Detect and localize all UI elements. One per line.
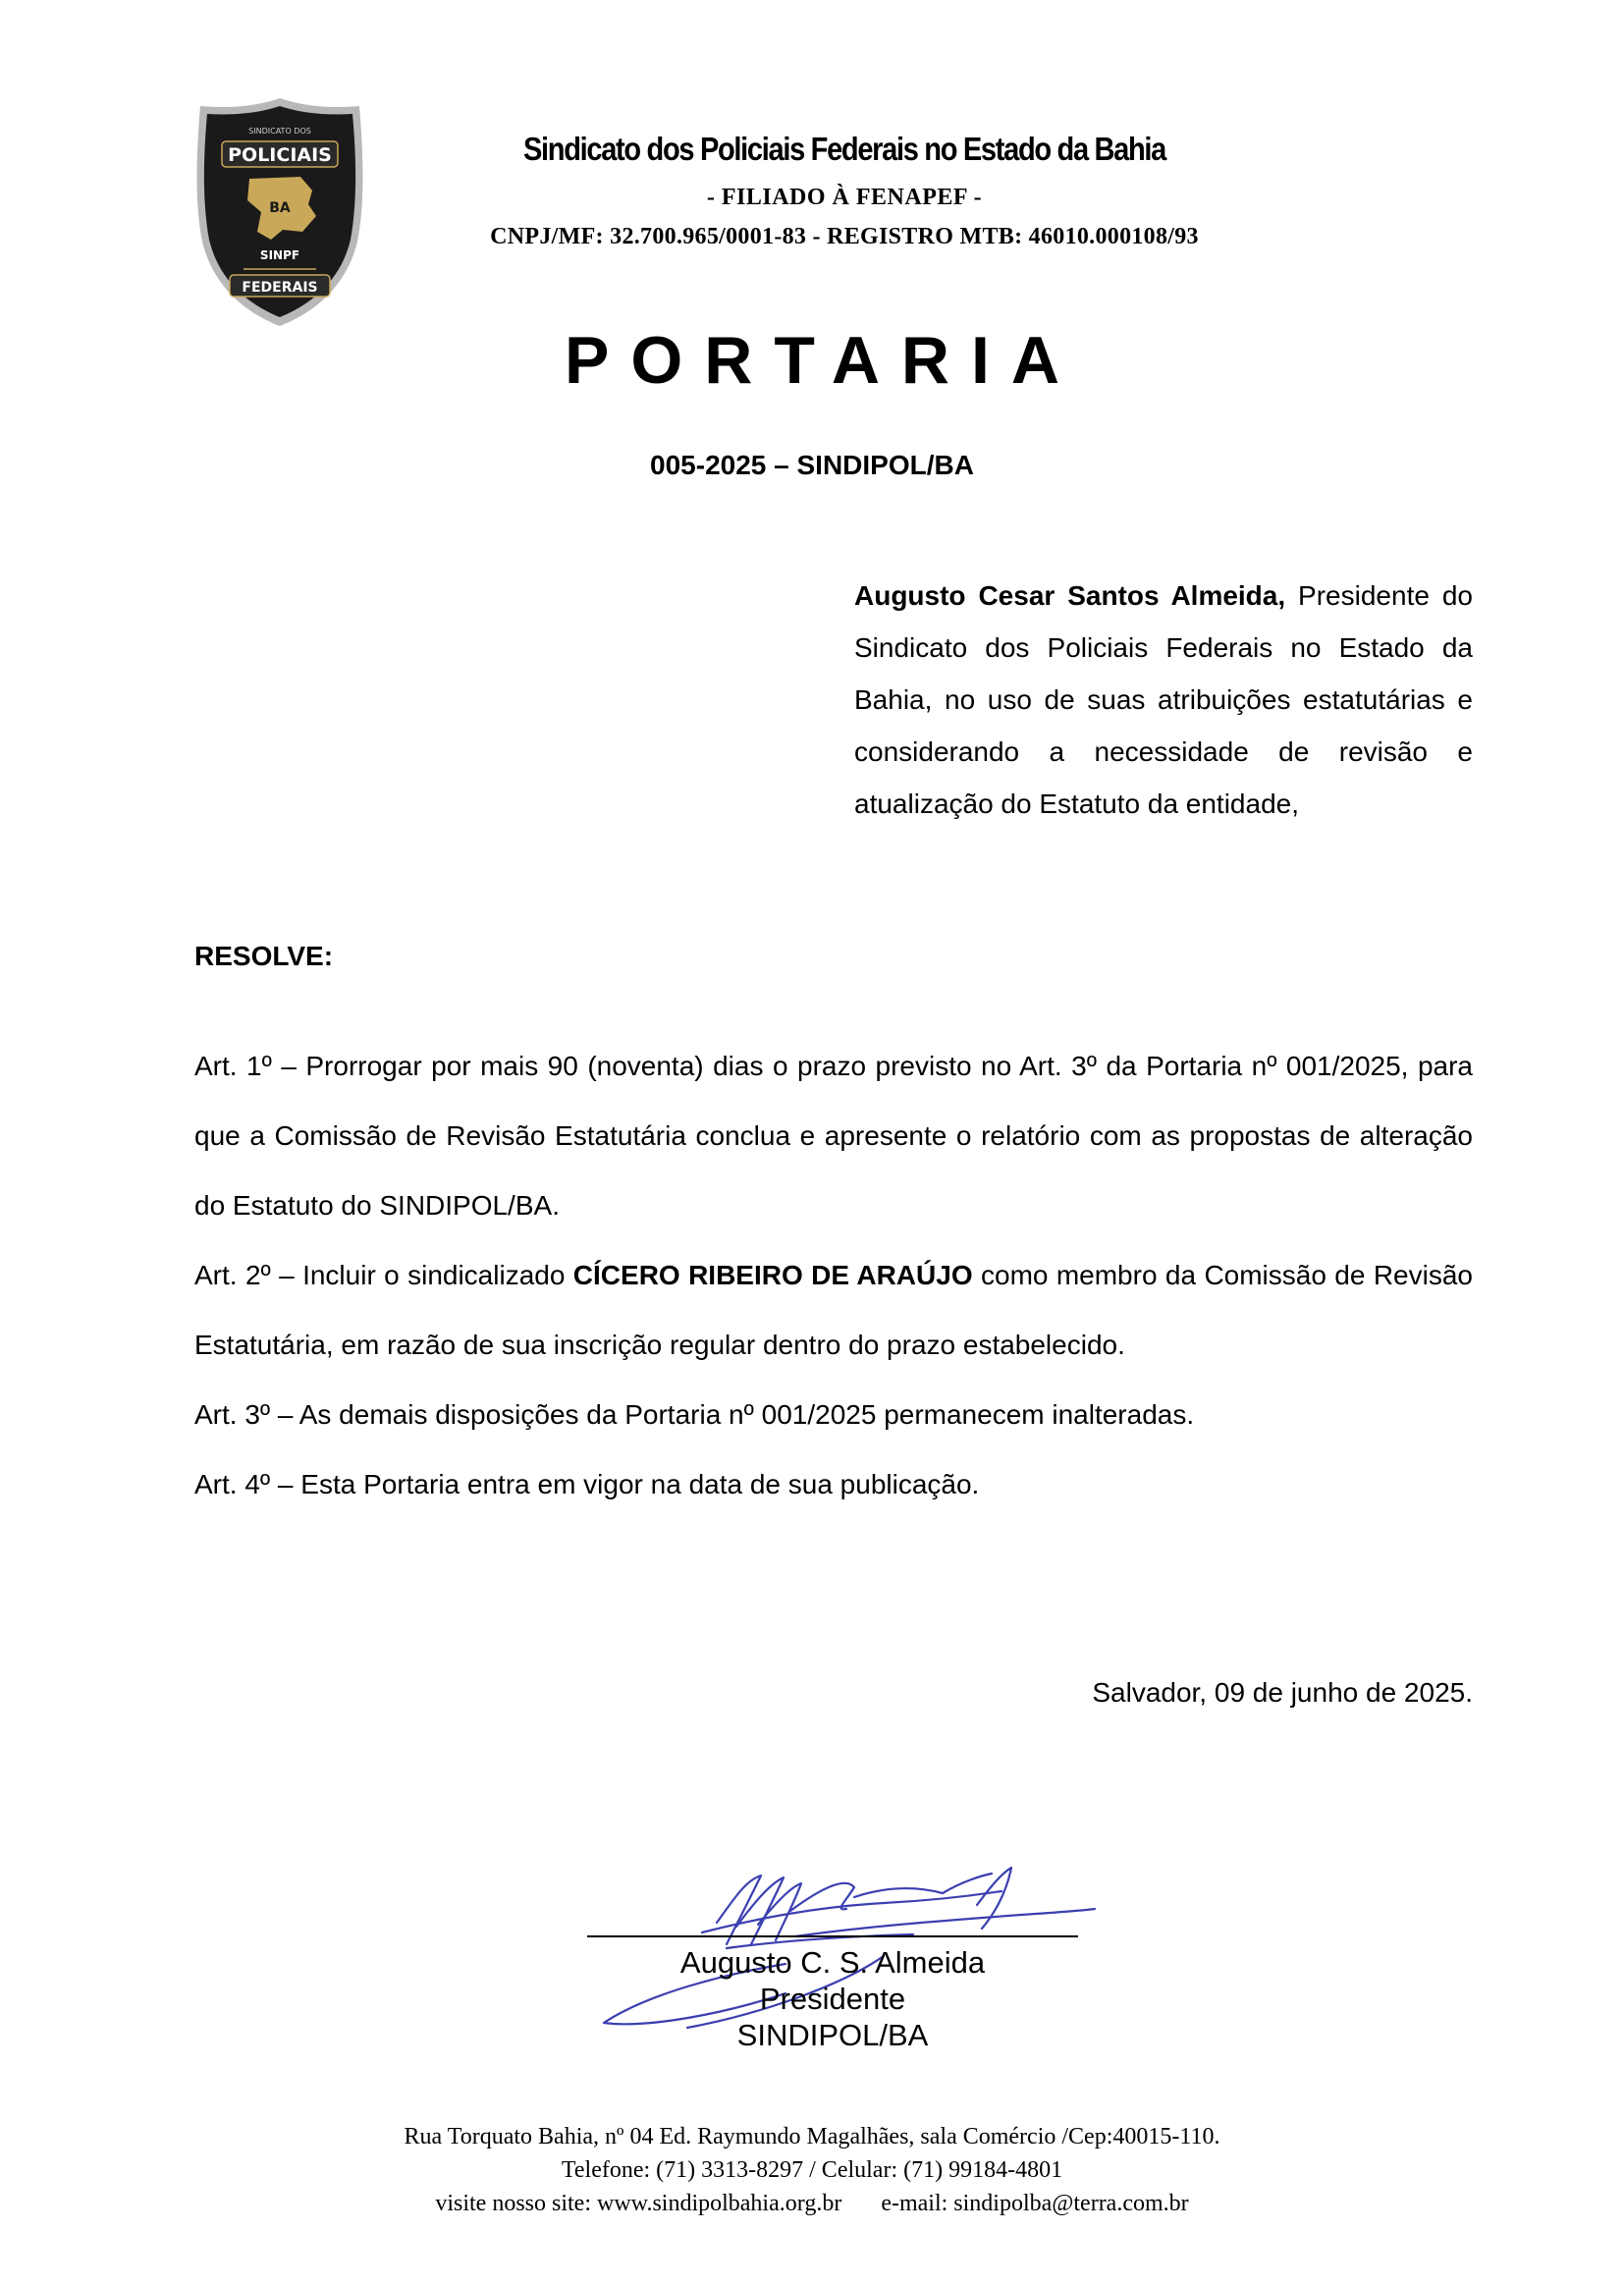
sinpf-police-badge-icon [192,94,367,330]
article-1: Art. 1º – Prorrogar por mais 90 (noventa) dias o prazo previsto no Art. 3º da Portaria nº 001/2025, para que a Comissão de Revisão Estatutária conclua e apresente o relatório com as propostas de alteração do Estatuto do SINDIPOL/BA. [194,1051,1473,1221]
footer-address: Rua Torquato Bahia, nº 04 Ed. Raymundo Magalhães, sala Comércio /Cep:40015-110. [404,2124,1220,2149]
signatory-role: Presidente [759,1982,906,2016]
document-number: 005-2025 – SINDIPOL/BA [650,450,974,480]
logo-text-state: BA [269,200,291,216]
footer-email: e-mail: sindipolba@terra.com.br [881,2191,1189,2216]
logo-text-main: POLICIAIS [228,144,332,166]
resolve-heading: RESOLVE: [194,941,334,971]
article-3: Art. 3º – As demais disposições da Portaria nº 001/2025 permanecem inalteradas. [194,1399,1195,1430]
organization-name: Sindicato dos Policiais Federais no Estado da Bahia [522,131,1166,167]
footer-website: visite nosso site: www.sindipolbahia.org.br [435,2191,842,2216]
article-2-text-end: como membro da Comissão de Revisão Estatutária, em razão de sua inscrição regular dentro do prazo estabelecido. [194,1260,1473,1360]
document-date: Salvador, 09 de junho de 2025. [1092,1677,1473,1708]
signature-line [587,1935,1078,1937]
signatory-name: Augusto C. S. Almeida [679,1945,986,1980]
logo-text-top: SINDICATO DOS [248,127,311,136]
preamble-text: Presidente do Sindicato dos Policiais Federais no Estado da Bahia, no uso de suas atribuições estatutárias e considerando a necessidade de revisão e atualização do Estatuto da entidade, [854,580,1473,819]
document-title: PORTARIA [564,323,1082,398]
preamble-paragraph [854,570,1473,830]
footer-contact [0,2191,1624,2217]
preamble-president-name: Augusto Cesar Santos Almeida, [854,580,1286,611]
logo-text-bottom: FEDERAIS [242,280,318,296]
article-2 [194,1240,1473,1380]
article-2-text-start: Art. 2º – Incluir o sindicalizado [194,1260,573,1290]
logo-text-acronym: SINPF [259,248,300,262]
article-4: Art. 4º – Esta Portaria entra em vigor na data de sua publicação. [194,1469,980,1499]
footer-phones: Telefone: (71) 3313-8297 / Celular: (71) 99184-4801 [561,2157,1063,2183]
articles-section [194,1031,1473,1519]
article-2-member-name: CÍCERO RIBEIRO DE ARAÚJO [572,1260,973,1290]
organization-registration: CNPJ/MF: 32.700.965/0001-83 - REGISTRO MTB: 46010.000108/93 [490,224,1199,249]
organization-affiliation: - FILIADO À FENAPEF - [706,185,983,210]
signatory-organization: SINDIPOL/BA [736,2018,929,2052]
